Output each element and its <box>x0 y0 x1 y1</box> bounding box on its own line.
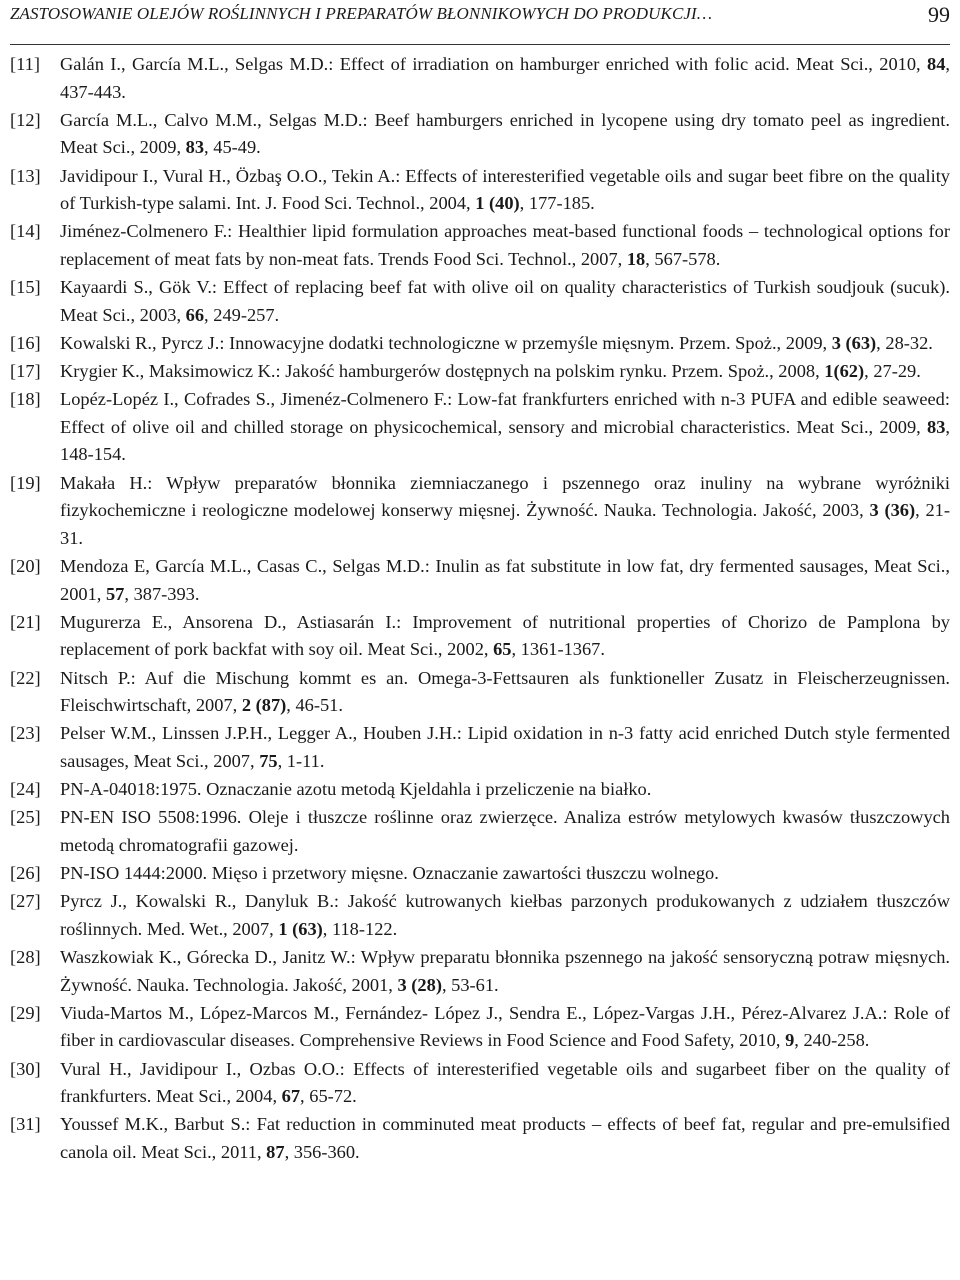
reference-text-run: , 567-578. <box>645 248 721 269</box>
reference-text-run: , 21-31. <box>60 500 950 548</box>
reference-item <box>10 107 950 162</box>
reference-list <box>10 51 950 1167</box>
reference-text <box>60 330 950 358</box>
reference-item <box>10 553 950 608</box>
reference-item <box>10 804 950 859</box>
reference-volume: 18 <box>626 248 646 269</box>
reference-text-run: Kayaardi S., Gök V.: Effect of replacing beef fat with olive oil on quality characteristics of Turkish soudjouk (sucuk). Meat Sci., 2003, <box>60 277 950 325</box>
reference-volume: 67 <box>281 1086 301 1107</box>
reference-item <box>10 274 950 329</box>
reference-text <box>60 776 950 804</box>
reference-number: [28] <box>10 947 41 968</box>
reference-item <box>10 720 950 775</box>
reference-text <box>60 386 950 469</box>
reference-volume: 3 (28) <box>397 974 442 995</box>
reference-text-run: , 177-185. <box>519 193 595 214</box>
reference-item <box>10 358 950 386</box>
reference-text-run: , 28-32. <box>876 332 933 353</box>
reference-number: [21] <box>10 611 41 632</box>
reference-volume: 75 <box>259 750 278 771</box>
reference-number: [14] <box>10 221 41 242</box>
reference-text-run: PN-EN ISO 5508:1996. Oleje i tłuszcze roślinne oraz zwierzęce. Analiza estrów metylowych kwasów tłuszczowych metodą chromatografii gazowej. <box>60 807 950 855</box>
reference-number: [23] <box>10 723 41 744</box>
reference-text-run: Makała H.: Wpływ preparatów błonnika ziemniaczanego i pszennego oraz inuliny na wybrane wyróżniki fizykochemiczne i reologiczne modelowej konserwy mięsnej. Żywność. Nauka. Technologia. Jakość, 2003, <box>60 472 950 521</box>
reference-text <box>60 665 950 720</box>
reference-number: [25] <box>10 807 41 828</box>
reference-volume: 84 <box>927 54 946 74</box>
reference-text-run: PN-ISO 1444:2000. Mięso i przetwory mięsne. Oznaczanie zawartości tłuszczu wolnego. <box>60 863 719 884</box>
reference-number: [19] <box>10 472 41 493</box>
reference-text <box>60 163 950 218</box>
reference-text-run: Javidipour I., Vural H., Özbaş O.O., Tekin A.: Effects of interesterified vegetable oils and sugar beet fibre on the quality of Turkish-type salami. Int. J. Food Sci. Technol., 2004, <box>60 165 950 214</box>
reference-item <box>10 330 950 358</box>
reference-text <box>60 1111 950 1166</box>
reference-text <box>60 51 950 106</box>
reference-number: [16] <box>10 332 41 353</box>
reference-item <box>10 470 950 553</box>
reference-volume: 65 <box>493 639 512 660</box>
reference-number: [17] <box>10 361 41 382</box>
reference-text-run: , 46-51. <box>286 695 343 716</box>
reference-text-run: , 437-443. <box>60 54 950 102</box>
reference-item <box>10 776 950 804</box>
reference-text-run: Mugurerza E., Ansorena D., Astiasarán I.: Improvement of nutritional properties of Chorizo de Pamplona by replacement of pork backfat with soy oil. Meat Sci., 2002, <box>60 611 950 660</box>
reference-text-run: , 148-154. <box>60 416 950 465</box>
reference-text <box>60 218 950 273</box>
reference-text-run: Pelser W.M., Linssen J.P.H., Legger A., Houben J.H.: Lipid oxidation in n-3 fatty acid enriched Dutch style fermented sausages, Meat Sci., 2007, <box>60 723 950 771</box>
reference-text <box>60 609 950 664</box>
reference-item <box>10 609 950 664</box>
reference-volume: 2 (87) <box>241 695 287 716</box>
reference-number: [22] <box>10 667 41 688</box>
reference-number: [20] <box>10 556 41 577</box>
reference-item <box>10 163 950 218</box>
reference-text <box>60 470 950 553</box>
reference-text-run: Lopéz-Lopéz I., Cofrades S., Jimenéz-Colmenero F.: Low-fat frankfurters enriched with n-3 PUFA and edible seaweed: Effect of olive oil and chilled storage on physicochemical, sensory and microbial characteristics. Meat Sci., 2009, <box>60 389 950 437</box>
reference-text-run: Krygier K., Maksimowicz K.: Jakość hamburgerów dostępnych na polskim rynku. Przem. Spoż., 2008, <box>60 361 825 382</box>
reference-text <box>60 944 950 999</box>
reference-item <box>10 888 950 943</box>
reference-item <box>10 51 950 106</box>
reference-volume: 1(62) <box>824 361 865 382</box>
reference-volume: 83 <box>927 416 946 437</box>
reference-text-run: , 65-72. <box>300 1086 357 1107</box>
reference-text-run: , 53-61. <box>441 974 499 995</box>
reference-text-run: , 1361-1367. <box>511 639 605 660</box>
reference-text-run: Youssef M.K., Barbut S.: Fat reduction in comminuted meat products – effects of beef fat, regular and pre-emulsified canola oil. Meat Sci., 2011, <box>60 1114 950 1163</box>
reference-volume: 87 <box>266 1142 285 1163</box>
reference-volume: 9 <box>785 1030 795 1051</box>
reference-text <box>60 358 950 386</box>
reference-item <box>10 1111 950 1166</box>
reference-item <box>10 218 950 273</box>
reference-text-run: Waszkowiak K., Górecka D., Janitz W.: Wpływ preparatu błonnika pszennego na jakość sensoryczną potraw mięsnych. Żywność. Nauka. Technologia. Jakość, 2001, <box>60 947 950 995</box>
reference-text-run: Galán I., García M.L., Selgas M.D.: Effect of irradiation on hamburger enriched with folic acid. Meat Sci., 2010, <box>60 54 927 74</box>
reference-volume: 1 (40) <box>475 193 520 214</box>
reference-text <box>60 1056 950 1111</box>
reference-text-run: , 249-257. <box>204 304 280 325</box>
reference-text-run: García M.L., Calvo M.M., Selgas M.D.: Beef hamburgers enriched in lycopene using dry tomato peel as ingredient. Meat Sci., 2009, <box>60 109 950 158</box>
reference-item <box>10 1056 950 1111</box>
reference-volume: 66 <box>185 304 205 325</box>
reference-text <box>60 888 950 943</box>
reference-item <box>10 665 950 720</box>
reference-item <box>10 386 950 469</box>
reference-number: [31] <box>10 1114 41 1135</box>
reference-volume: 3 (63) <box>831 332 877 353</box>
reference-text-run: , 387-393. <box>124 583 200 604</box>
reference-number: [13] <box>10 165 41 186</box>
running-header <box>10 0 950 45</box>
reference-volume: 57 <box>105 583 125 604</box>
reference-text-run: Kowalski R., Pyrcz J.: Innowacyjne dodatki technologiczne w przemyśle mięsnym. Przem. Spoż., 2009, <box>60 332 832 353</box>
reference-text-run: Mendoza E, García M.L., Casas C., Selgas M.D.: Inulin as fat substitute in low fat, dry fermented sausages, Meat Sci., 2001, <box>60 556 950 604</box>
page-number: 99 <box>928 2 950 27</box>
reference-text <box>60 274 950 329</box>
reference-text-run: , 240-258. <box>794 1030 870 1051</box>
reference-text-run: PN-A-04018:1975. Oznaczanie azotu metodą Kjeldahla i przeliczenie na białko. <box>60 779 652 800</box>
reference-item <box>10 1000 950 1055</box>
reference-number: [27] <box>10 891 41 912</box>
reference-text-run: Pyrcz J., Kowalski R., Danyluk B.: Jakość kutrowanych kiełbas parzonych produkowanych z udziałem tłuszczów roślinnych. Med. Wet., 2007, <box>60 891 950 939</box>
reference-number: [18] <box>10 389 41 410</box>
reference-text <box>60 860 950 888</box>
reference-number: [12] <box>10 109 41 130</box>
reference-volume: 3 (36) <box>869 500 916 521</box>
reference-item <box>10 860 950 888</box>
reference-text <box>60 107 950 162</box>
reference-number: [29] <box>10 1002 41 1023</box>
reference-text-run: Vural H., Javidipour I., Ozbas O.O.: Effects of interesterified vegetable oils and sugarbeet fiber on the quality of frankfurters. Meat Sci., 2004, <box>60 1058 950 1107</box>
reference-text-run: Viuda-Martos M., López-Marcos M., Fernández- López J., Sendra E., López-Vargas J.H., Pérez-Alvarez J.A.: Role of fiber in cardiovascular diseases. Comprehensive Reviews in Food Science and Food Safety, 2010, <box>60 1002 950 1051</box>
reference-number: [26] <box>10 863 41 884</box>
reference-text-run: Nitsch P.: Auf die Mischung kommt es an. Omega-3-Fettsauren als funktioneller Zusatz in Fleischerzeugnissen. Fleischwirtschaft, 2007, <box>60 667 950 716</box>
running-title: ZASTOSOWANIE OLEJÓW ROŚLINNYCH I PREPARATÓW BŁONNIKOWYCH DO PRODUKCJI… <box>10 4 713 23</box>
reference-text-run: Jiménez-Colmenero F.: Healthier lipid formulation approaches meat-based functional foods – technological options for replacement of meat fats by non-meat fats. Trends Food Sci. Technol., 2007, <box>60 221 950 269</box>
reference-text-run: , 1-11. <box>277 750 325 771</box>
reference-text <box>60 553 950 608</box>
reference-number: [15] <box>10 277 41 298</box>
reference-text <box>60 1000 950 1055</box>
reference-item <box>10 944 950 999</box>
reference-volume: 83 <box>185 137 205 158</box>
reference-number: [24] <box>10 779 41 800</box>
reference-number: [11] <box>10 54 40 74</box>
reference-number: [30] <box>10 1058 41 1079</box>
reference-text-run: , 45-49. <box>204 137 261 158</box>
reference-text-run: , 27-29. <box>864 361 921 382</box>
reference-text <box>60 720 950 775</box>
reference-text-run: , 118-122. <box>322 918 398 939</box>
reference-volume: 1 (63) <box>278 918 323 939</box>
reference-text-run: , 356-360. <box>284 1142 360 1163</box>
reference-text <box>60 804 950 859</box>
